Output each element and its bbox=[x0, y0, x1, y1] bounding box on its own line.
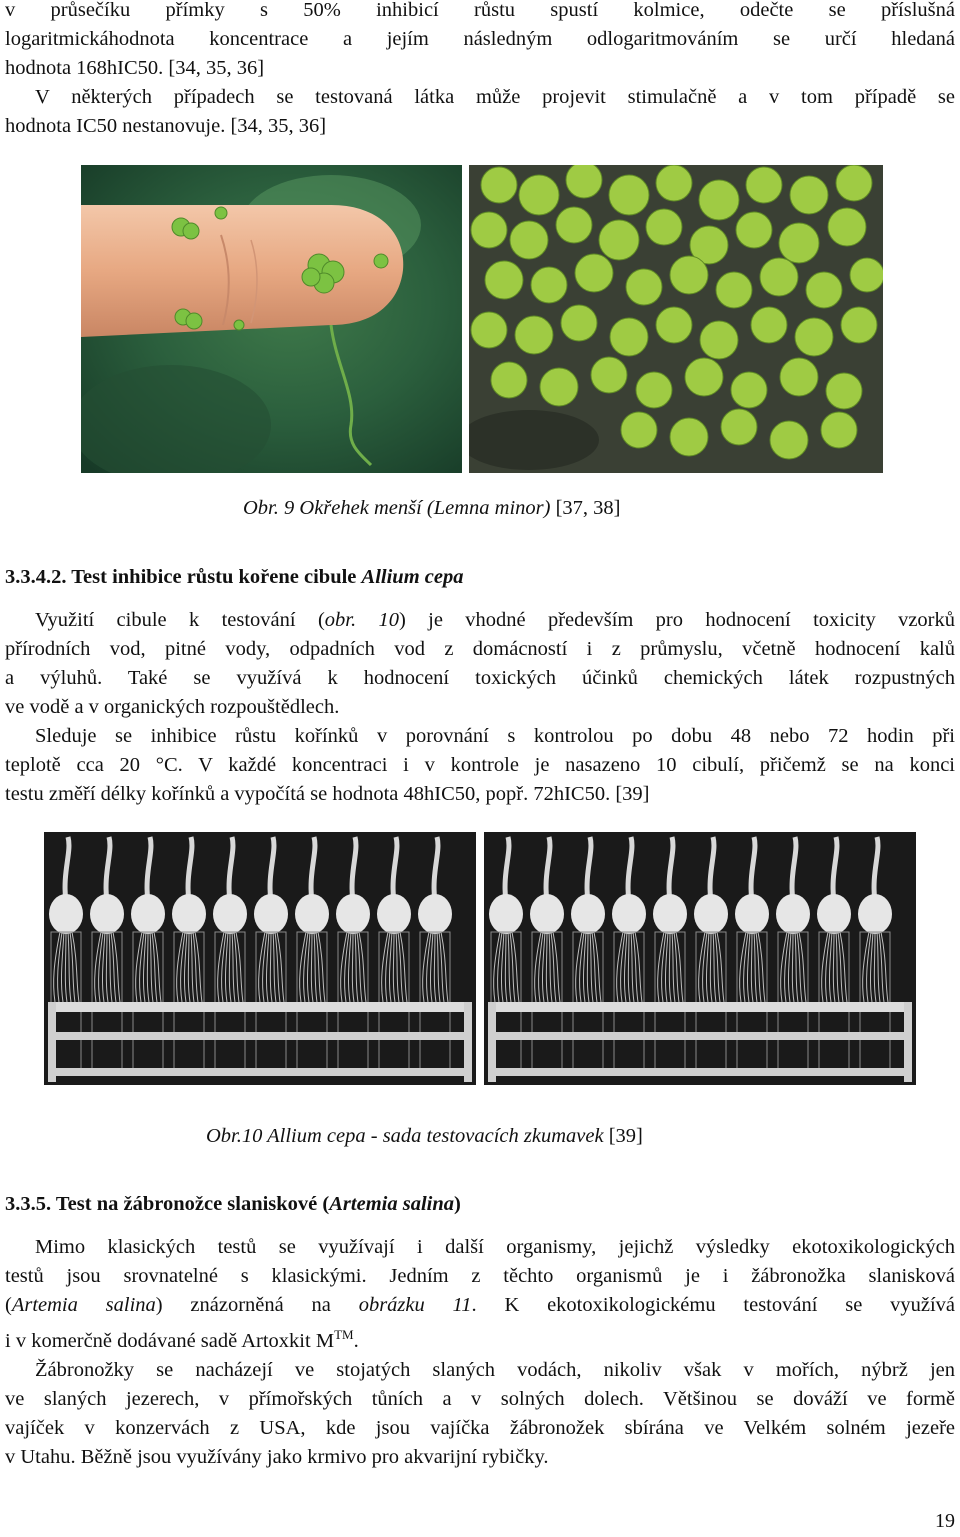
section-title: Test na žábronožce slaniskové ( bbox=[55, 1193, 330, 1215]
section-heading-3342 bbox=[5, 566, 463, 589]
text-line: V některých případech se testovaná látka může projevit stimulačně a v tom případě se bbox=[35, 86, 955, 108]
section-heading-335: 3.3.5. Test na žábronožce slaniskové (Artemia salina) bbox=[5, 1193, 461, 1215]
text-line: (Artemia salina) znázorněná na obrázku 11. K ekotoxikologickému testování se využívá bbox=[5, 1294, 955, 1316]
text-line: Sleduje se inhibice růstu kořínků v porovnání s kontrolou po dobu 48 nebo 72 hodin při bbox=[35, 725, 955, 747]
text-line: testů jsou srovnatelné s klasickými. Jedním z těchto organismů je i žábronožka slanisková bbox=[5, 1265, 955, 1287]
figure-10-caption-title: Obr.10 Allium cepa - sada testovacích zkumavek bbox=[206, 1125, 604, 1147]
text-line: vajíček v konzervách z USA, kde jsou vajíčka žábronožek sbírána ve Velkém solném jezeře bbox=[5, 1416, 955, 1439]
text-line: Mimo klasických testů se využívají i další organismy, jejichž výsledky ekotoxikologických bbox=[35, 1236, 955, 1258]
paragraph-artemia bbox=[5, 1233, 955, 1472]
figure-reference: obr. 10 bbox=[324, 609, 399, 631]
text-line: v Utahu. Běžně jsou využívány jako krmivo pro akvarijní rybičky. bbox=[5, 1445, 549, 1468]
text-line: teplotě cca 20 °C. V každé koncentraci i v kontrole je nasazeno 10 cibulí, přičemž se na konci bbox=[5, 754, 955, 776]
photo-onion-tubes-right bbox=[484, 832, 916, 1085]
text-line: hodnota IC50 nestanovuje. [34, 35, 36] bbox=[5, 115, 327, 137]
section-title-italic: Artemia salina bbox=[329, 1193, 454, 1215]
figure-10-caption bbox=[206, 1125, 643, 1148]
text-line: logaritmickáhodnota koncentrace a jejím následným odlogaritmováním se určí hledaná bbox=[5, 28, 955, 50]
text-line: hodnota 168hIC50. [34, 35, 36] bbox=[5, 57, 265, 79]
text-line: ve vodě a v organických rozpouštědlech. bbox=[5, 696, 340, 718]
figure-9-caption-ref: [37, 38] bbox=[550, 497, 621, 519]
text-line: přírodních vod, pitné vody, odpadních vod z domácností i z průmyslu, včetně hodnocení kalů bbox=[5, 638, 955, 660]
text-line: ve slaných jezerech, v přímořských tůních a v solných dolech. Většinou se dováží ve formě bbox=[5, 1387, 955, 1410]
photo-finger-duckweed bbox=[81, 165, 462, 473]
paragraph-ic50 bbox=[5, 0, 955, 141]
photo-onion-tubes-left bbox=[44, 832, 476, 1085]
figure-reference: obrázku 11 bbox=[358, 1294, 472, 1316]
text-line: Žábronožky se nacházejí ve stojatých slaných vodách, nikoliv však v mořích, nýbrž jen bbox=[35, 1358, 955, 1381]
photo-duckweed-surface bbox=[469, 165, 883, 473]
text-line: v průsečíku přímky s 50% inhibicí růstu spustí kolmice, odečte se příslušná bbox=[5, 0, 955, 21]
text-line: a výluhů. Také se využívá k hodnocení toxických účinků chemických látek rozpustných bbox=[5, 667, 955, 689]
section-title: Test inhibice růstu kořene cibule bbox=[71, 566, 362, 588]
section-number: 3.3.5. bbox=[5, 1193, 52, 1215]
text-line: i v komerčně dodávané sadě Artoxkit M™. bbox=[5, 1327, 359, 1352]
paragraph-allium bbox=[5, 606, 955, 809]
section-number: 3.3.4.2. bbox=[5, 566, 67, 588]
figure-9-caption bbox=[243, 497, 620, 520]
page-number: 19 bbox=[935, 1510, 955, 1532]
figure-10-caption-ref: [39] bbox=[603, 1125, 643, 1147]
figure-9-caption-title: Obr. 9 Okřehek menší (Lemna minor) bbox=[243, 497, 551, 519]
section-title-italic: Allium cepa bbox=[361, 566, 464, 588]
text-line: Využití cibule k testování (obr. 10) je vhodné především pro hodnocení toxicity vzorků bbox=[35, 609, 955, 631]
text-line: testu změří délky kořínků a vypočítá se hodnota 48hIC50, popř. 72hIC50. [39] bbox=[5, 783, 650, 805]
